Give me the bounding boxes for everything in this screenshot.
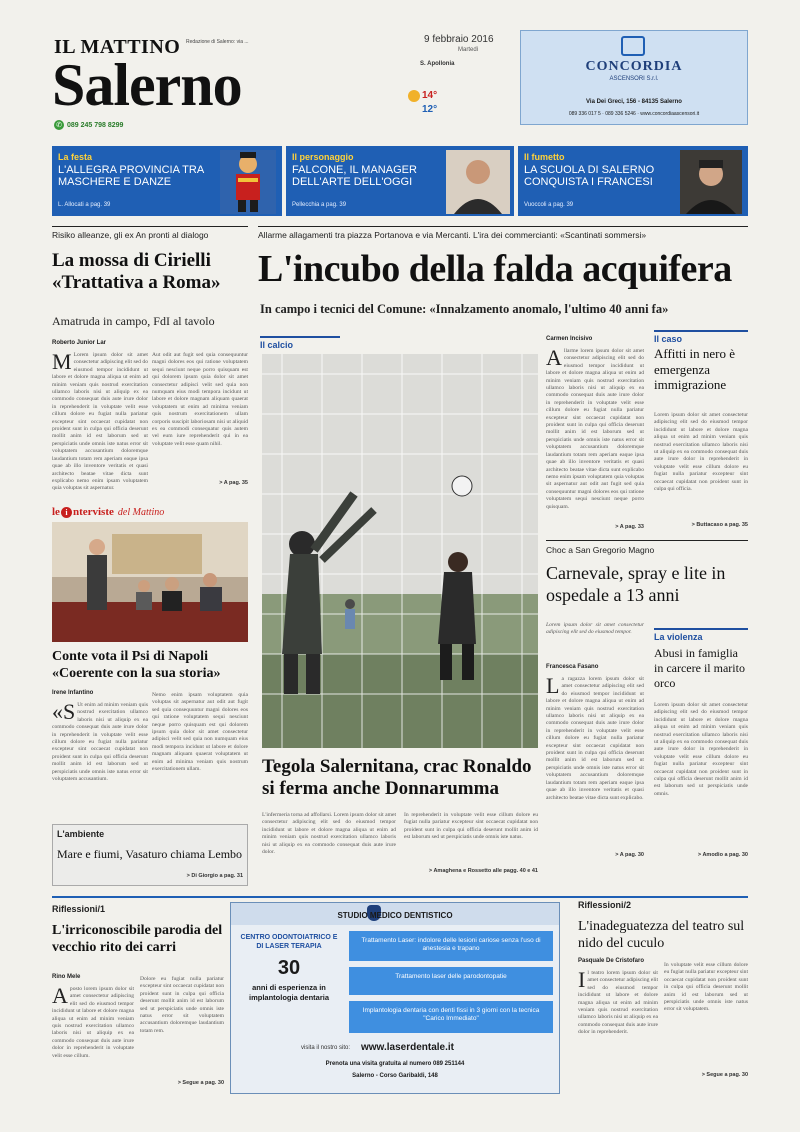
interviste-a: le [52,506,60,518]
riflessioni2-body-col2: In voluptate velit esse cillum dolore eu fugiat nulla pariatur excepteur sint occaecat cupidatat non proident sunt in culpa qui officia deserunt mollit anim id est laborum sed ut perspiciatis unde omnis iste natus error sit voluptatem. [664,962,748,1013]
carnevale-body: La ragazza lorem ipsum dolor sit amet consectetur adipiscing elit sed do eiusmod tempor incididunt ut labore et dolore magna aliqua ut enim ad minim veniam quis nostrud exercitation ullamco laboris nisi ut aliquip ex ea commodo consequat duis aute irure dolor in reprehenderit in voluptate velit esse cillum dolore eu fugiat nulla pariatur excepteur sint occaecat cupidatat non proident sunt in culpa qui officia deserunt mollit anim id est laborum sed ut perspiciatis unde omnis iste natus error sit voluptatem accusantium doloremque laudantium totam rem aperiam eaque ipsa quae ab illo inventore veritatis et quasi architecto beatae vitae dicta sunt explicabo. [546,673,644,801]
teaser-photo-mask [220,150,276,214]
masthead-saint: S. Apollonia [420,61,455,67]
riflessioni2-ref[interactable]: > Segue a pag. 30 [701,1072,748,1078]
ambiente-ref: > Di Giorgio a pag. 31 [186,873,243,879]
masthead-brand: IL MATTINO [54,36,181,58]
carnevale-ref[interactable]: > A pag. 30 [615,852,644,858]
carnevale-kicker: Choc a San Gregorio Magno [546,545,655,555]
dental-box2: Trattamento laser delle parodontopatie [349,967,553,995]
dental-years-text: anni di esperienza in implantologia dentaria [248,983,329,1002]
carnevale-headline[interactable]: Carnevale, spray e lite in ospedale a 13 anni [546,563,726,605]
concordia-ad[interactable] [520,30,748,125]
dental-left-title: CENTRO ODONTOIATRICO E DI LASER TERAPIA [240,934,338,950]
portrait-icon [446,150,510,214]
cirielli-body-col2: Aut odit aut fugit sed quia consequuntur magni dolores eos qui ratione voluptatem sequi nesciunt neque porro quisquam est qui dolorem ipsum quia dolor sit amet consectetur adipisci velit sed quia non numquam eius modi tempora incidunt ut labore et dolore magnam aliquam quaerat voluptatem ut enim ad minima veniam quis nostrum exercitationem ullam corporis suscipit laboriosam nisi ut aliquid ex ea commodi consequatur quis autem vel eum iure reprehenderit qui in ea voluptate velit esse quam nihil. [152,352,248,447]
dental-site-label: visita il nostro sito: [301,1045,351,1051]
interviste-headline[interactable]: Conte vota il Psi di Napoli «Coerente con la sua storia» [52,649,221,681]
teaser-photo-manager [446,150,510,214]
concordia-tagline: ASCENSORI S.r.l. [609,76,659,82]
carnevale-intro: Lorem ipsum dolor sit amet consectetur adipiscing elit sed do eiusmod tempor. [546,622,644,636]
dental-box3: Implantologia dentaria con denti fissi in 3 giorni con la tecnica "Carico Immediato" [349,1001,553,1033]
riflessioni1-body-col1: Aposto lorem ipsum dolor sit amet consectetur adipiscing elit sed do eiusmod tempor incididunt ut labore et dolore magna aliqua ut enim ad minim veniam quis nostrud exercitation ullamco laboris nisi ut aliquip ex ea commodo consequat duis aute irure dolor in reprehenderit in voluptate velit esse cillum. [52,983,134,1059]
riflessioni2-headline[interactable]: L'inadeguatezza del teatro sul nido del cuculo [578,919,745,951]
teaser-title: L'ALLEGRA PROVINCIA TRA MASCHERE E DANZE [58,164,204,188]
caso-body: Lorem ipsum dolor sit amet consectetur adipiscing elit sed do eiusmod tempor incididunt ut labore et dolore magna aliqua ut enim ad minim veniam quis nostrud exercitation ullamco laboris nisi ut aliquip ex ea commodo consequat duis aute irure dolor in reprehenderit in voluptate velit esse cillum dolore eu fugiat nulla pariatur excepteur sint occaecat cupidatat non proident sunt in culpa qui officia. [654,412,748,493]
teaser-label: Il fumetto [524,152,565,162]
teaser-photo-artist [680,150,742,214]
riflessioni1-headline[interactable]: L'irriconoscibile parodia del vecchio rito dei carri [52,923,223,955]
main-ref[interactable]: > A pag. 33 [615,524,644,530]
masthead-redazione: Redazione di Salerno: via ... [186,39,249,45]
temp-max: 14° [422,90,438,101]
interviste-body-col1: «S Ut enim ad minim veniam quis nostrud exercitation ullamco laboris nisi ut aliquip ex ea commodo consequat duis aute irure dolor in reprehenderit in voluptate velit esse cillum dolore eu fugiat nulla pariatur excepteur sint occaecat cupidatat non proident sunt in culpa qui officia deserunt mollit anim id est laborum sed ut perspiciatis unde omnis iste natus error sit voluptatem accusantium. [52,699,148,783]
calcio-headline[interactable]: Tegola Salernitana, crac Ronaldo si ferma anche Donnarumma [262,756,532,799]
teaser-page: Pellecchia a pag. 39 [292,202,347,208]
dental-booking: Prenota una visita gratuita al numero 089 251144 [325,1061,465,1067]
conference-photo [52,522,248,642]
ambiente-headline: Mare e fiumi, Vasaturo chiama Lembo [57,847,243,861]
weather-icon [408,90,420,102]
calcio-body-col1: L'infermeria torna ad affollarsi. Lorem ipsum dolor sit amet consectetur adipiscing elit sed do eiusmod tempor incididunt ut labore et dolore magna aliqua ut enim ad minim veniam quis nostrud exercitation ullamco laboris nisi ut aliquip ex ea commodo consequat duis aute irure dolor. [262,812,396,856]
interviste-header [52,504,252,520]
calcio-ref[interactable]: > Amaghena e Rossetto alle pagg. 40 e 41 [428,868,538,874]
interviste-c: del Mattino [117,506,165,518]
caso-ref[interactable]: > Buttacaso a pag. 35 [691,522,748,528]
masthead-edition: Salerno [52,52,242,118]
interviste-body-col2: Nemo enim ipsam voluptatem quia voluptas sit aspernatur aut odit aut fugit sed quia consequuntur magni dolores eos qui ratione voluptatem sequi nesciunt neque porro quisquam est qui dolorem ipsum quia dolor sit amet consectetur adipisci velit sed quia non numquam eius modi tempora incidunt ut labore et dolore magnam aliquam quaerat voluptatem ut enim ad minima veniam quis nostrum exercitationem ullam. [152,692,248,773]
mask-figure-icon [220,150,276,214]
interviste-photo [52,522,248,642]
masthead-weekday: Martedì [458,47,479,53]
violenza-body: Lorem ipsum dolor sit amet consectetur adipiscing elit sed do eiusmod tempor incididunt ut labore et dolore magna aliqua ut enim ad minim veniam quis nostrud exercitation ullamco laboris nisi ut aliquip ex ea commodo consequat duis aute irure dolor in reprehenderit in voluptate velit esse cillum dolore eu fugiat nulla pariatur excepteur sint occaecat cupidatat non proident sunt in culpa qui officia deserunt mollit anim id est laborum sed ut perspiciatis unde omnis. [654,702,748,797]
cirielli-subhead: Amatruda in campo, FdI al tavolo [52,314,215,328]
calcio-body-col2: In reprehenderit in voluptate velit esse cillum dolore eu fugiat nulla pariatur excepteur sint occaecat cupidatat non proident sunt in culpa qui officia deserunt mollit anim id est laborum sed ut perspiciatis unde omnis iste natus. [404,812,538,841]
cirielli-headline[interactable]: La mossa di Cirielli «Trattativa a Roma» [52,250,221,293]
dental-box1: Trattamento Laser: indolore delle lesioni cariose senza l'uso di anestesia e trapano [349,931,553,961]
teaser-fumetto[interactable] [518,146,748,216]
carnevale-author: Francesca Fasano [546,664,599,670]
dental-site[interactable]: www.laserdentale.it [361,1042,454,1053]
main-kicker: Allarme allagamenti tra piazza Portanova e via Mercanti. L'ira dei commercianti: «Scantinati sommersi» [258,230,647,240]
caso-tag: Il caso [654,330,748,344]
teaser-title: FALCONE, IL MANAGER DELL'ARTE DELL'OGGI [292,164,417,188]
phone-strip [54,120,204,130]
riflessioni1-tag: Riflessioni/1 [52,904,106,914]
temp-min: 12° [422,104,438,115]
calcio-photo [262,354,538,748]
elevator-icon [621,36,645,56]
portrait-icon [680,150,742,214]
teaser-label: Il personaggio [292,152,354,162]
riflessioni2-author: Pasquale De Cristofaro [578,958,645,964]
violenza-ref[interactable]: > Amodio a pag. 30 [697,852,748,858]
teaser-title: LA SCUOLA DI SALERNO CONQUISTA I FRANCESI [524,164,655,188]
dental-header [231,903,559,925]
concordia-address: Via Dei Greci, 156 - 84135 Salerno [586,99,682,105]
dental-years: 30 [277,957,301,979]
interviste-author: Irene Infantino [52,690,94,696]
interviste-b: nterviste [72,506,114,518]
teaser-label: La festa [58,152,93,162]
dental-address: Salerno - Corso Garibaldi, 148 [352,1073,438,1079]
dental-title: STUDIO MEDICO DENTISTICO [337,911,453,920]
cirielli-body-col1: M Lorem ipsum dolor sit amet consectetur adipiscing elit sed do eiusmod tempor incididunt ut labore et dolore magna aliqua ut enim ad minim veniam quis nostrud exercitation ullamco laboris nisi ut aliquip ex ea commodo consequat duis aute irure dolor in reprehenderit in voluptate velit esse cillum dolore eu fugiat nulla pariatur excepteur sint occaecat cupidatat non proident sunt in culpa qui officia deserunt mollit anim id est laborum sed ut perspiciatis unde omnis iste natus error sit voluptatem accusantium doloremque laudantium totam rem aperiam eaque ipsa quae ab illo inventore veritatis et quasi architecto beatae vitae dicta sunt explicabo nemo enim ipsam voluptatem quia voluptas sit aspernatur. [52,349,148,492]
violenza-headline[interactable]: Abusi in famiglia in carcere il marito orco [654,646,745,690]
cirielli-ref[interactable]: > A pag. 35 [219,480,248,486]
cirielli-author: Roberto Junior Lar [52,340,107,346]
dental-ad[interactable] [230,902,560,1094]
main-body: Allarme lorem ipsum dolor sit amet consectetur adipiscing elit sed do eiusmod tempor incididunt ut labore et dolore magna aliqua ut enim ad minim veniam quis nostrud exercitation ullamco laboris nisi ut aliquip ex ea commodo consequat duis aute irure dolor in reprehenderit in voluptate velit esse cillum dolore eu fugiat nulla pariatur excepteur sint occaecat cupidatat non proident sunt in culpa qui officia deserunt mollit anim id est laborum sed ut perspiciatis unde omnis iste natus error sit voluptatem accusantium doloremque laudantium totam rem aperiam eaque ipsa quae ab illo inventore veritatis et quasi architecto beatae vitae dicta sunt explicabo nemo enim ipsam voluptatem quia voluptas sit aspernatur aut odit aut fugit sed quia consequuntur magni dolores eos qui ratione voluptatem sequi nesciunt neque porro quisquam. [546,345,644,510]
phone-icon: ✆ [54,120,64,130]
ambiente-box[interactable] [52,824,248,886]
masthead [48,30,518,142]
teaser-page: L. Allocati a pag. 39 [58,202,111,208]
teaser-personaggio[interactable] [286,146,514,216]
cirielli-kicker: Risiko alleanze, gli ex An pronti al dialogo [52,230,209,240]
masthead-date: 9 febbraio 2016 [424,34,494,45]
riflessioni1-author: Rino Mele [52,974,81,980]
interviste-i-icon: i [61,507,72,518]
masthead-phone: 089 245 798 8299 [67,121,124,129]
riflessioni1-body-col2: Dolore eu fugiat nulla pariatur excepteur sint occaecat cupidatat non proident sunt in culpa qui officia deserunt mollit anim id est laborum sed ut perspiciatis unde omnis iste natus error sit voluptatem accusantium doloremque laudantium totam rem. [140,976,224,1034]
caso-headline[interactable]: Affitti in nero è emergenza immigrazione [654,346,735,392]
teaser-page: Vuoccoli a pag. 39 [524,202,574,208]
ambiente-tag: L'ambiente [57,829,105,839]
riflessioni2-body-col1: Il teatro lorem ipsum dolor sit amet consectetur adipiscing elit sed do eiusmod tempor incididunt ut labore et dolore magna aliqua ut enim ad minim veniam quis nostrud exercitation ullamco laboris nisi ut aliquip ex ea commodo consequat duis aute irure dolor in reprehenderit. [578,967,659,1036]
main-headline[interactable]: L'incubo della falda acquifera [258,248,732,290]
concordia-brand: CONCORDIA [585,59,683,74]
violenza-tag: La violenza [654,628,748,642]
teaser-festa[interactable] [52,146,282,216]
concordia-contacts: 089 336 017 5 · 089 336 5246 · www.concordiaascensori.it [568,111,700,117]
main-subhead: In campo i tecnici del Comune: «Innalzamento anomalo, l'ultimo 40 anni fa» [260,302,669,316]
main-author: Carmen Incisivo [546,336,593,342]
riflessioni1-ref[interactable]: > Segue a pag. 30 [177,1080,224,1086]
riflessioni2-tag: Riflessioni/2 [578,900,632,910]
goalkeeper-photo [262,354,538,748]
calcio-tag: Il calcio [260,336,340,350]
